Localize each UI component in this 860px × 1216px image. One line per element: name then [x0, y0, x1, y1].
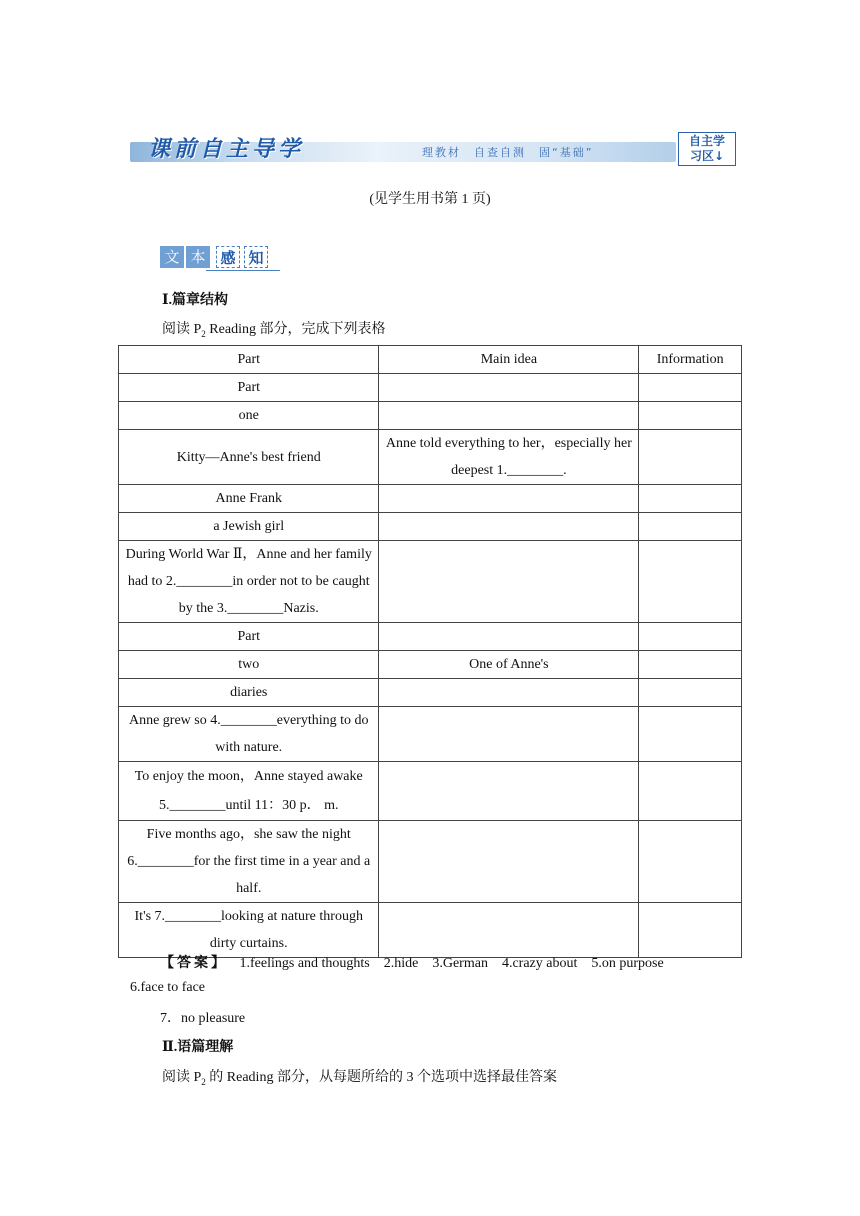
table-cell: Anne grew so 4.________everything to do with nature. [119, 707, 379, 762]
table-row [119, 623, 742, 651]
table-row [119, 430, 742, 485]
table-cell: Part [119, 623, 379, 651]
table-cell: During World War Ⅱ，Anne and her family had to 2.________in order not to be caught by the 3.________Nazis. [119, 541, 379, 623]
part1-heading: Ⅰ.篇章结构 [162, 293, 229, 308]
section-label-char: 感 [216, 246, 240, 268]
instruction-text: 阅读 P [162, 1070, 202, 1085]
section-label-char: 本 [186, 246, 210, 268]
table-row [119, 903, 742, 958]
instruction-text: Reading 部分，完成下列表格 [205, 322, 386, 337]
table-row [119, 762, 742, 821]
table-cell: To enjoy the moon，Anne stayed awake 5.________until 11：30 p． m. [119, 762, 379, 821]
table-cell: Kitty—Anne's best friend [119, 430, 379, 485]
table-cell: Part [119, 374, 379, 402]
table-cell [639, 402, 742, 430]
table-cell [639, 679, 742, 707]
banner-tag-line2: 习区↓ [689, 149, 725, 163]
table-header-cell: Part [119, 346, 379, 374]
table-cell: one [119, 402, 379, 430]
part2-heading: Ⅱ.语篇理解 [162, 1040, 234, 1055]
section-label-char: 文 [160, 246, 184, 268]
table-cell [379, 513, 639, 541]
structure-table [118, 345, 742, 958]
table-cell [639, 374, 742, 402]
table-cell [379, 762, 639, 821]
table-cell [639, 707, 742, 762]
instruction-subscript: 2 [201, 1076, 206, 1087]
table-row [119, 541, 742, 623]
table-cell [379, 903, 639, 958]
table-row [119, 679, 742, 707]
banner-tag-line1: 自主学 [688, 134, 725, 148]
banner-tag [678, 132, 736, 166]
answer-line-3: 7．no pleasure [160, 1011, 246, 1026]
table-cell [639, 903, 742, 958]
table-cell [639, 762, 742, 821]
section-label-underline [206, 270, 280, 271]
table-cell: One of Anne's [379, 651, 639, 679]
table-cell [379, 485, 639, 513]
table-cell: diaries [119, 679, 379, 707]
table-cell: two [119, 651, 379, 679]
section-banner [130, 128, 740, 170]
table-cell [379, 707, 639, 762]
instruction-subscript: 2 [201, 328, 206, 339]
instruction-text: 的 Reading 部分，从每题所给的 3 个选项中选择最佳答案 [205, 1070, 557, 1085]
table-row [119, 707, 742, 762]
answer-line-1 [160, 952, 664, 972]
table-cell: It's 7.________looking at nature through dirty curtains. [119, 903, 379, 958]
table-cell [639, 430, 742, 485]
table-row [119, 402, 742, 430]
banner-subtitle: 理教材 自查自测 固“基础” [422, 146, 594, 159]
page-reference: (见学生用书第 1 页) [369, 192, 491, 207]
table-cell [379, 623, 639, 651]
table-row [119, 374, 742, 402]
table-cell: Anne told everything to her，especially her deepest 1.________. [379, 430, 639, 485]
part1-instruction [162, 318, 385, 339]
table-cell [379, 374, 639, 402]
table-cell [379, 679, 639, 707]
table-row [119, 821, 742, 903]
section-label [160, 244, 282, 272]
table-header-cell: Information [639, 346, 742, 374]
banner-title: 课前自主导学 [148, 137, 305, 162]
table-cell [639, 651, 742, 679]
table-cell [639, 485, 742, 513]
answer-line-2: 6.face to face [130, 980, 205, 995]
table-cell [639, 541, 742, 623]
table-cell: a Jewish girl [119, 513, 379, 541]
table-header-row [119, 346, 742, 374]
table-cell [379, 541, 639, 623]
section-label-char: 知 [244, 246, 268, 268]
table-cell [639, 821, 742, 903]
table-cell: Anne Frank [119, 485, 379, 513]
table-cell: Five months ago，she saw the night 6.________for the first time in a year and a half. [119, 821, 379, 903]
table-cell [379, 402, 639, 430]
answer-label: 【答案】 [160, 956, 228, 971]
table-row [119, 485, 742, 513]
table-header-cell: Main idea [379, 346, 639, 374]
instruction-text: 阅读 P [162, 322, 202, 337]
table-cell [639, 623, 742, 651]
part2-instruction [162, 1066, 557, 1087]
table-row [119, 513, 742, 541]
answer-text: 1.feelings and thoughts 2.hide 3.German 4.crazy about 5.on purpose [239, 956, 664, 971]
table-cell [639, 513, 742, 541]
table-cell [379, 821, 639, 903]
table-row [119, 651, 742, 679]
